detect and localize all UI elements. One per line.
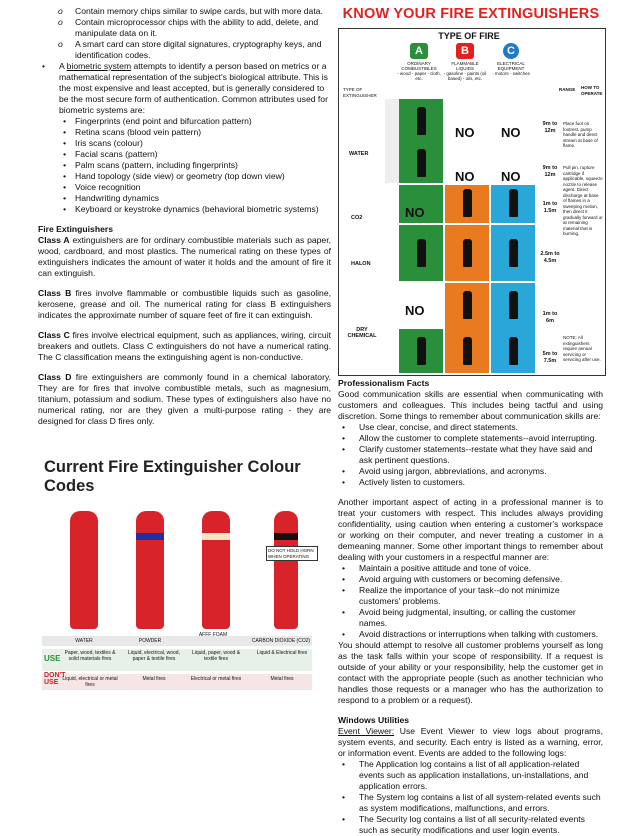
list-item: • The Security log contains a list of all security-related events such as security modifications and user login events. (338, 814, 603, 836)
range-value: 5m to 7.5m (542, 351, 558, 364)
list-item: o Contain microprocessor chips with the ability to add, delete, and manipulate data on it. (38, 17, 331, 39)
list-item: • Handwriting dynamics (59, 193, 331, 204)
how-to-operate-header: HOW TO OPERATE (581, 85, 603, 96)
no-mark: NO (455, 169, 475, 184)
no-mark: NO (501, 125, 521, 140)
biometric-link[interactable]: biometric system (66, 61, 132, 71)
list-item: • The Application log contains a list of all application-related events such as application installations, un-installations, and application errors. (338, 759, 603, 792)
use-label: USE (44, 654, 61, 663)
type-foam: AFFF FOAM (198, 632, 228, 638)
type-of-fire-header: TYPE OF FIRE (438, 31, 500, 41)
left-column (38, 6, 331, 427)
agent-halon: HALON (351, 261, 371, 267)
professionalism-heading: Professionalism Facts (338, 378, 430, 388)
halon-extinguisher-icon (417, 239, 426, 267)
professionalism-intro: Good communication skills are essential when communicating with customers and colleagues. This includes being tactful and using discretion. Some things to remember about communication skills are: (338, 389, 603, 421)
class-a-paragraph: Class A extinguishers are for ordinary combustible materials such as paper, wood, cardboard, and most plastics. The numerical rating on these types of extinguishers indicates the amount of water it holds and the amount of fire it can extinguish. (38, 235, 331, 278)
colour-codes-title: Current Fire Extinguisher Colour Codes (44, 458, 301, 495)
list-item: • Avoid distractions or interruptions when talking with customers. (338, 629, 603, 640)
dry-chemical-extinguisher-icon (509, 291, 518, 319)
class-c-badge: C (503, 43, 519, 59)
event-viewer-link[interactable]: Event Viewer: (338, 726, 395, 736)
respect-list (338, 563, 603, 640)
list-item: • Avoid using jargon, abbreviations, and acronyms. (338, 466, 603, 477)
halon-extinguisher-icon (509, 239, 518, 267)
windows-utilities-heading: Windows Utilities (338, 715, 410, 725)
powder-extinguisher-icon (136, 511, 164, 629)
water-extinguisher-icon (417, 149, 426, 177)
list-item: • Avoid arguing with customers or becoming defensive. (338, 574, 603, 585)
range-value: 2.5m to 4.5m (540, 251, 560, 264)
right-column (338, 378, 603, 836)
class-a-badge: A (410, 43, 428, 59)
list-item: • Allow the customer to complete statements--avoid interrupting. (338, 433, 603, 444)
water-extinguisher-icon (417, 107, 426, 135)
list-item: • Avoid being judgmental, insulting, or calling the customer names. (338, 607, 603, 629)
dont-use-label: DON'T USE (44, 672, 66, 686)
no-mark: NO (455, 125, 475, 140)
fire-extinguishers-heading: Fire Extinguishers (38, 224, 113, 234)
foam-extinguisher-icon (202, 511, 230, 629)
co2-extinguisher-icon (463, 189, 472, 217)
colour-codes-image (36, 456, 318, 806)
co2-extinguisher-icon (509, 189, 518, 217)
biometric-list (38, 61, 331, 215)
list-item: • Retina scans (blood vein pattern) (59, 127, 331, 138)
halon-extinguisher-icon (463, 239, 472, 267)
agent-dry-chemical: DRY CHEMICAL (347, 327, 377, 339)
no-mark: NO (405, 303, 425, 318)
list-item: • Use clear, concise, and direct statements. (338, 422, 603, 433)
extinguisher-table (338, 28, 606, 376)
agent-co2: CO2 (351, 215, 363, 221)
dont-foam: Electrical or metal fires (190, 676, 242, 682)
use-co2: Liquid & Electrical fires (256, 650, 308, 656)
use-powder: Liquid, electrical, wood, paper & textile fires (128, 650, 180, 662)
list-item: • Maintain a positive attitude and tone of voice. (338, 563, 603, 574)
use-foam: Liquid, paper, wood & textile fires (191, 650, 241, 662)
type-of-extinguisher-label: TYPE OF EXTINGUISHER (343, 87, 377, 98)
list-item: • Clarify customer statements--restate what they have said and ask pertinent questions. (338, 444, 603, 466)
event-viewer-paragraph: Event Viewer: Use Event Viewer to view logs about programs, system events, and security. Each entry is listed as a warning, error, or information event. Events are added to the following logs: (338, 726, 603, 758)
type-water: WATER (75, 638, 93, 644)
type-co2: CARBON DIOXIDE (CO2) (251, 638, 311, 644)
servicing-note: NOTE: All extinguishers require annual servicing or servicing after use. (563, 335, 601, 362)
agent-water: WATER (349, 151, 369, 157)
biometric-attributes (59, 116, 331, 215)
range-value: 9m to 12m (542, 165, 558, 178)
dont-water: Liquid, electrical or metal fires (62, 676, 118, 688)
class-c-header: C ELECTRICAL EQUIPMENT - motors - switches (492, 45, 530, 76)
list-item: • The System log contains a list of all system-related events such as system modifications, malfunctions, and errors. (338, 792, 603, 814)
class-b-badge: B (456, 43, 474, 59)
list-item: o Contain memory chips similar to swipe cards, but with more data. (38, 6, 331, 17)
chart-title: KNOW YOUR FIRE EXTINGUISHERS (342, 6, 600, 22)
list-item: • Keyboard or keystroke dynamics (behavioral biometric systems) (59, 204, 331, 215)
list-item: • Realize the importance of your task--do not minimize customers' problems. (338, 585, 603, 607)
list-item: • Facial scans (pattern) (59, 149, 331, 160)
respect-paragraph: Another important aspect of acting in a professional manner is to treat your customers with respect. This includes always providing confidentiality, using caution when entering a customer's workspace or working on their computer, and never treating a customer in a demeaning manner. Some other important things to remember about dealing with your customers in a respectful manner are: (338, 497, 603, 562)
list-item: • Iris scans (colour) (59, 138, 331, 149)
class-c-paragraph: Class C fires involve electrical equipment, such as appliances, wiring, circuit breakers and outlets. Class C extinguishers do not have a numerical rating. The C classification means the extinguishing agent is non-conductive. (38, 330, 331, 362)
list-item: • Voice recognition (59, 182, 331, 193)
dry-chemical-extinguisher-icon (463, 337, 472, 365)
range-value: 1m to 6m (542, 311, 558, 324)
range-value: 9m to 12m (542, 121, 558, 134)
list-item: • Fingerprints (end point and bifurcation pattern) (59, 116, 331, 127)
use-water: Paper, wood, textiles & solid materials fires (64, 650, 116, 662)
do-not-hold-horn-note: DO NOT HOLD HORN WHEN OPERATING (266, 546, 318, 561)
type-powder: POWDER (138, 638, 162, 644)
water-extinguisher-icon (70, 511, 98, 629)
smart-card-list (38, 6, 331, 61)
dry-chemical-extinguisher-icon (463, 291, 472, 319)
list-item: • Hand topology (side view) or geometry (top down view) (59, 171, 331, 182)
list-item: • Palm scans (pattern, including fingerprints) (59, 160, 331, 171)
no-mark: NO (501, 169, 521, 184)
operate-instructions-pump: Place foot on footrest, pump handle and direct stream at base of flame. (563, 121, 598, 148)
operate-instructions-squeeze: Pull pin, rupture cartridge if applicable, squeeze nozzle to release agent. Direct discharge at base of flames in a sweeping motion, then direct it gradually forward or at remaining material that is burning. (563, 165, 603, 236)
class-b-paragraph: Class B fires involve flammable or combustible liquids such as gasoline, kerosene, grease and oil. The numerical rating for class B extinguishers indicates the approximate number of square feet of fire it can extinguish. (38, 288, 331, 320)
list-item: • Actively listen to customers. (338, 477, 603, 488)
co2-extinguisher-icon (274, 511, 298, 629)
class-b-header: B FLAMMABLE LIQUIDS - gasoline - paints (oil based) - oils, etc. (443, 45, 487, 81)
responsibility-paragraph: You should attempt to resolve all customer problems yourself as long as the task falls within your scope of responsibility. If a request is outside of your ability or your responsibility, help the customer get in contact with the appropriate people (such as another technician who handles those requests or a manager who has the authorization to respond to a problem or a request). (338, 640, 603, 705)
class-a-header: A ORDINARY COMBUSTIBLES - wood - paper - cloth, etc. (397, 45, 441, 81)
biometric-paragraph: • A biometric system attempts to identify a person based on metrics or a mathematical representation of the subject's biological attribute. This is the most expensive and least accepted, but is generally considered to be the most secure form of authentication. Common attributes used for biometric systems are: • Fingerprints (end point and bifurcation pattern) • Retina scans (blood vein pattern) • Iris scans (colour) • Facial scans (pattern) • Palm scans (pattern, including fingerprints) • Hand topology (side view) or geometry (top down view) • Voice recognition • Handwriting dynamics • Keyboard or keystroke dynamics (behavioral biometric systems) (38, 61, 331, 215)
dont-powder: Metal fires (142, 676, 166, 682)
event-log-list (338, 759, 603, 836)
dry-chemical-extinguisher-icon (509, 337, 518, 365)
no-mark: NO (405, 205, 425, 220)
know-your-extinguishers-chart (336, 6, 606, 374)
class-d-paragraph: Class D fire extinguishers are commonly found in a chemical laboratory. They are for fires that involve combustible metals, such as magnesium, titanium, potassium and sodium. These types of extinguishers also have no numerical rating, nor are they given a multi-purpose rating - they are designed for class D fires only. (38, 372, 331, 426)
list-item: o A smart card can store digital signatures, cryptography keys, and identification codes. (38, 39, 331, 61)
communication-list (338, 422, 603, 488)
dont-co2: Metal fires (270, 676, 294, 682)
range-header: RANGE (559, 87, 576, 92)
dry-chemical-extinguisher-icon (417, 337, 426, 365)
range-value: 1m to 1.5m (542, 201, 558, 214)
